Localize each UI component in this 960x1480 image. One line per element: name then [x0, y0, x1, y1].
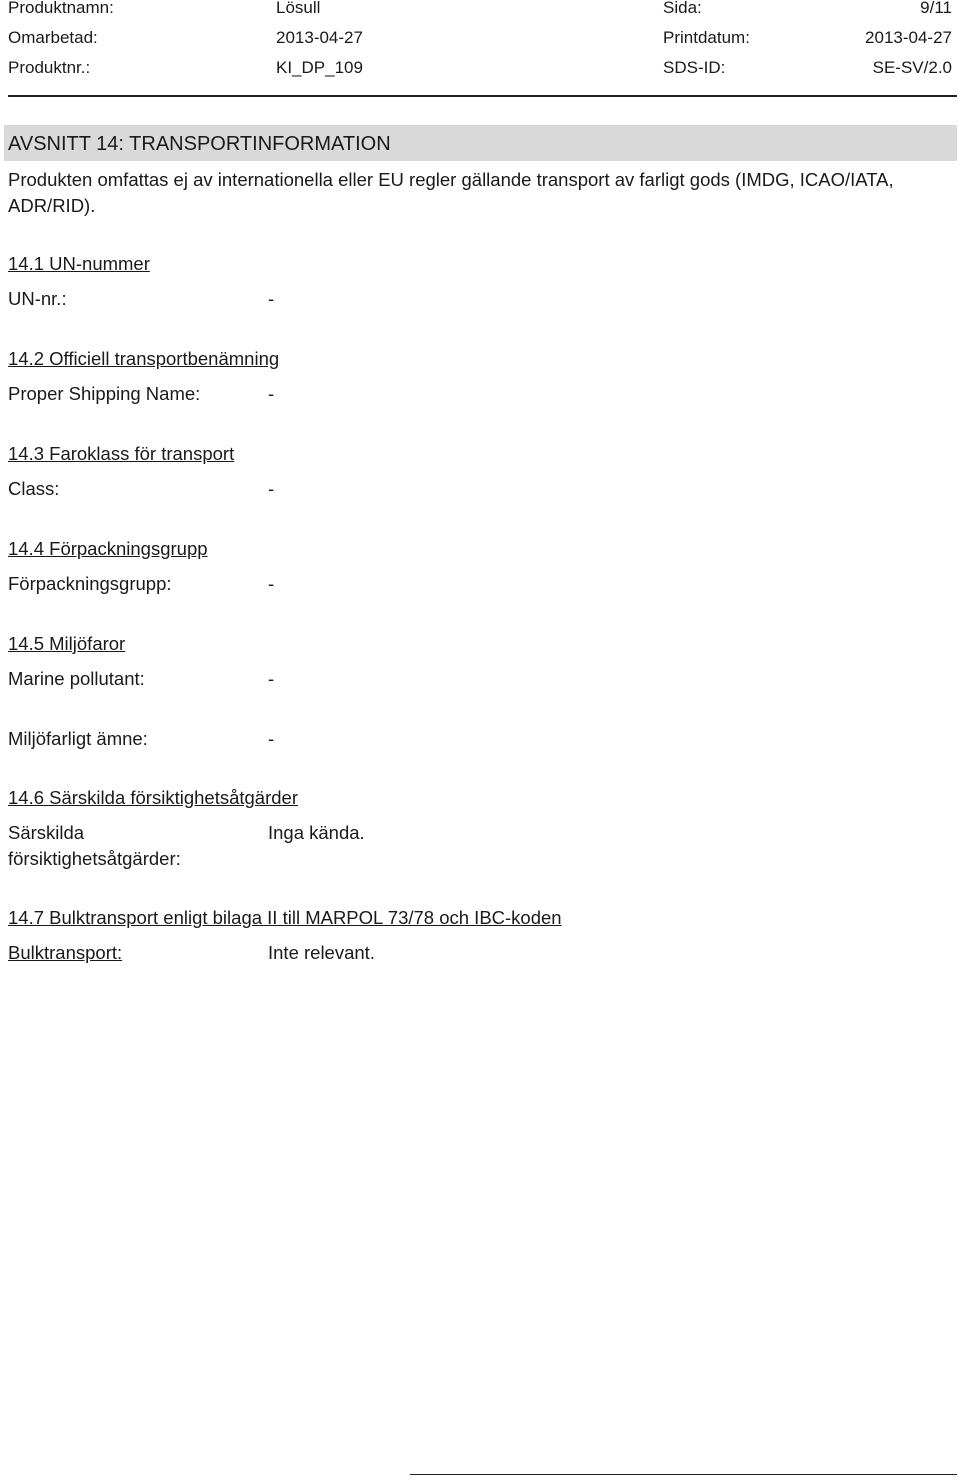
shipping-name-heading: 14.2 Officiell transportbenämning — [8, 348, 280, 369]
hazard-class-heading: 14.3 Faroklass för transport — [8, 443, 235, 464]
sds-id: SE-SV/2.0 — [872, 58, 952, 77]
precautions-value: Inga kända. — [268, 822, 365, 843]
packing-group-value: - — [268, 573, 275, 594]
product-number-label: Produktnr.: — [8, 58, 91, 77]
un-number-label: UN-nr.: — [8, 288, 67, 309]
product-name-value: Lösull — [276, 0, 321, 17]
bulk-transport-heading: 14.7 Bulktransport enligt bilaga II till MARPOL 73/78 och IBC-koden — [8, 907, 562, 928]
product-name-label: Produktnamn: — [8, 0, 114, 17]
header-divider — [8, 95, 957, 97]
hazardous-substance-value: - — [268, 728, 275, 749]
sds-id-label: SDS-ID: — [663, 58, 726, 77]
shipping-name-value: - — [268, 383, 275, 404]
product-number: KI_DP_109 — [276, 58, 363, 77]
section-title: AVSNITT 14: TRANSPORTINFORMATION — [8, 133, 391, 155]
footer-divider — [410, 1474, 957, 1475]
environmental-heading: 14.5 Miljöfaror — [8, 633, 126, 654]
hazard-class-value: - — [268, 478, 275, 499]
hazard-class-label: Class: — [8, 478, 60, 499]
hazardous-substance-label: Miljöfarligt ämne: — [8, 728, 148, 749]
precautions-heading: 14.6 Särskilda försiktighetsåtgärder — [8, 787, 298, 808]
un-number-value: - — [268, 288, 275, 309]
section-intro: Produkten omfattas ej av internationella eller EU regler gällande transport av farligt gods (IMDG, ICAO/IATA, ADR/RID). — [8, 169, 894, 216]
precautions-label: Särskilda försiktighetsåtgärder: — [8, 822, 181, 869]
marine-pollutant-value: - — [268, 668, 275, 689]
packing-group-label: Förpackningsgrupp: — [8, 573, 172, 594]
print-date-label: Printdatum: — [663, 28, 750, 47]
print-date: 2013-04-27 — [865, 28, 952, 47]
revised-date: 2013-04-27 — [276, 28, 363, 47]
page-number: 9/11 — [920, 0, 952, 17]
revised-label: Omarbetad: — [8, 28, 98, 47]
bulk-transport-label: Bulktransport: — [8, 942, 123, 963]
marine-pollutant-label: Marine pollutant: — [8, 668, 145, 689]
packing-group-heading: 14.4 Förpackningsgrupp — [8, 538, 208, 559]
shipping-name-label: Proper Shipping Name: — [8, 383, 201, 404]
bulk-transport-value: Inte relevant. — [268, 942, 375, 963]
page-label: Sida: — [663, 0, 702, 17]
un-number-heading: 14.1 UN-nummer — [8, 253, 150, 274]
